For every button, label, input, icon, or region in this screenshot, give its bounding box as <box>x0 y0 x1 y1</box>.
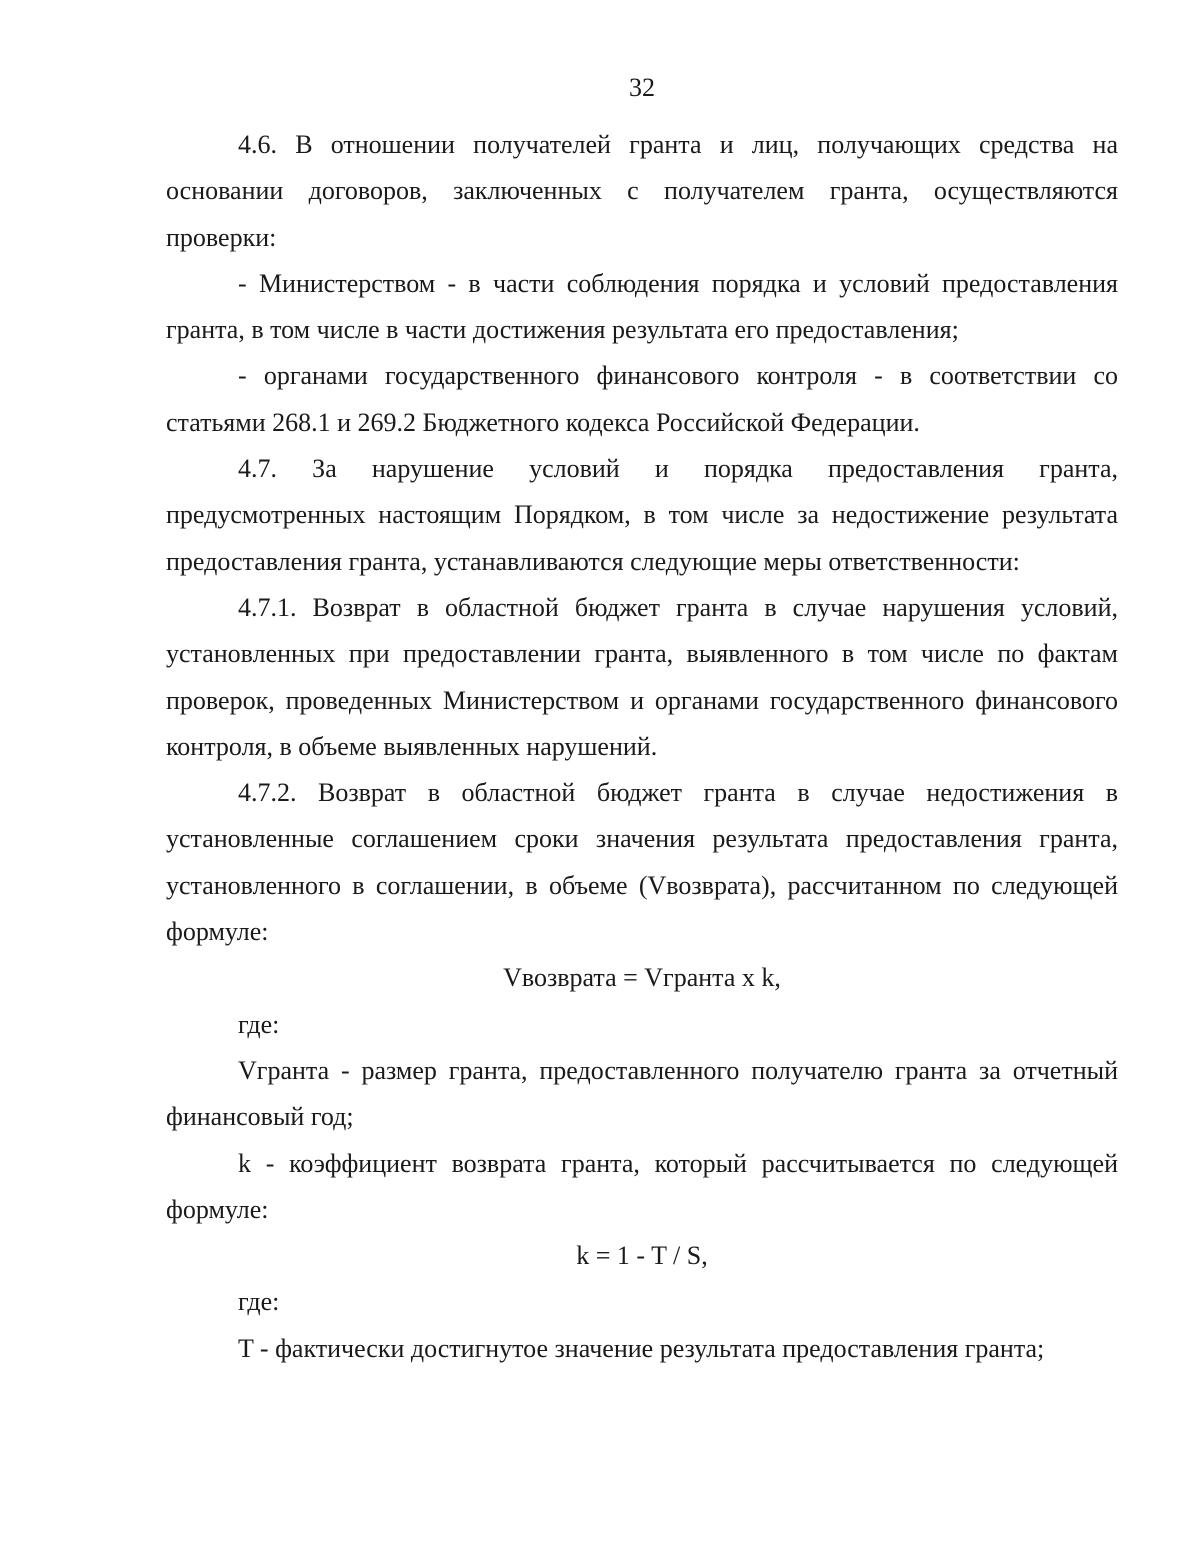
paragraph-4-7-2: 4.7.2. Возврат в областной бюджет гранта в случае недостижения в установленные соглашением сроки значения результата предоставления гранта, установленного в соглашении, в объеме (Vвозврата), рассчитанном по следующей формуле: <box>166 778 1118 947</box>
where-label-1: где: <box>238 1009 280 1039</box>
paragraph-4-6: 4.6. В отношении получателей гранта и лиц, получающих средства на основании договоров, заключенных с получателем гранта, осуществляются проверки: <box>166 130 1118 252</box>
paragraph-ministry-checks: - Министерством - в части соблюдения порядка и условий предоставления гранта, в том числе в части достижения результата его предоставления; <box>166 268 1118 345</box>
formula-k-coefficient: k = 1 - T / S, <box>576 1241 708 1271</box>
paragraph-t-definition: T - фактически достигнутое значение результата предоставления гранта; <box>238 1333 1045 1363</box>
paragraph-4-7: 4.7. За нарушение условий и порядка предоставления гранта, предусмотренных настоящим Порядком, в том числе за недостижение результата предоставления гранта, устанавливаются следующие меры ответственности: <box>166 454 1118 576</box>
page-number: 32 <box>629 73 655 102</box>
paragraph-vgranta-definition: Vгранта - размер гранта, предоставленного получателю гранта за отчетный финансовый год; <box>166 1055 1118 1132</box>
where-label-2: где: <box>238 1287 280 1317</box>
paragraph-financial-control-checks: - органами государственного финансового контроля - в соответствии со статьями 268.1 и 269.2 Бюджетного кодекса Российской Федерации. <box>166 361 1118 437</box>
paragraph-k-definition: k - коэффициент возврата гранта, который рассчитывается по следующей формуле: <box>166 1148 1118 1224</box>
formula-return-volume: Vвозврата = Vгранта x k, <box>503 963 781 993</box>
paragraph-4-7-1: 4.7.1. Возврат в областной бюджет гранта в случае нарушения условий, установленных при предоставлении гранта, выявленного в том числе по фактам проверок, проведенных Министерством и органами государственного финансового контроля, в объеме выявленных нарушений. <box>166 592 1118 761</box>
document-body <box>166 122 1118 1372</box>
